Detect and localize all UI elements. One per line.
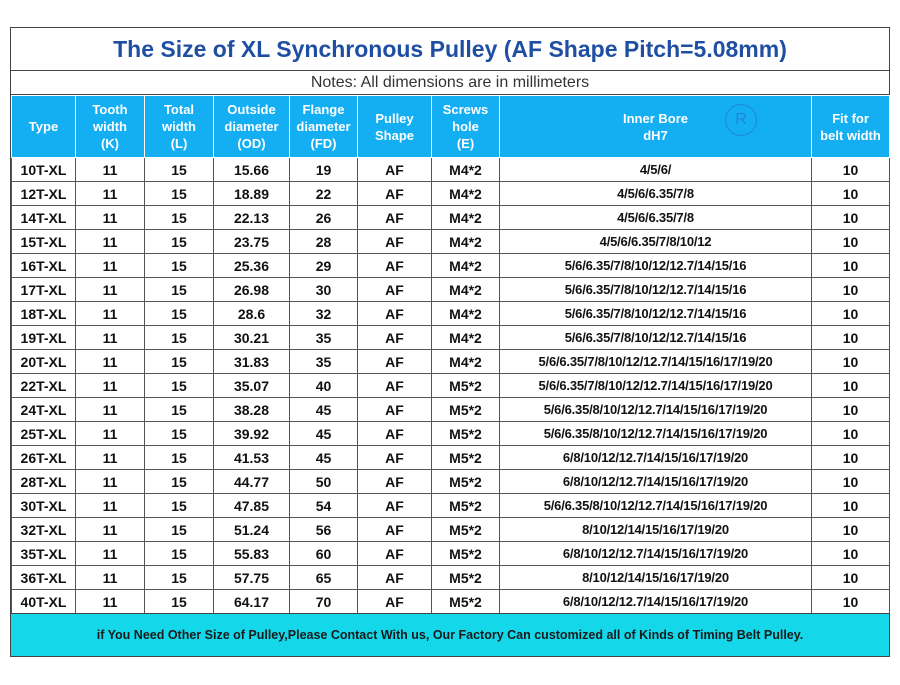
cell-total-width: 15 (145, 158, 214, 182)
table-row (12, 566, 890, 590)
table-row (12, 518, 890, 542)
cell-screws-hole: M5*2 (432, 494, 500, 518)
cell-pulley-shape: AF (358, 158, 432, 182)
cell-flange-diameter: 35 (290, 350, 358, 374)
cell-outside-diameter: 57.75 (214, 566, 290, 590)
cell-pulley-shape: AF (358, 446, 432, 470)
cell-pulley-shape: AF (358, 398, 432, 422)
header-screws-hole (432, 96, 500, 158)
header-pulley-shape (358, 96, 432, 158)
header-line: Type (28, 119, 59, 134)
cell-tooth-width: 11 (76, 302, 145, 326)
cell-flange-diameter: 32 (290, 302, 358, 326)
cell-screws-hole: M4*2 (432, 254, 500, 278)
cell-inner-bore: 6/8/10/12/12.7/14/15/16/17/19/20 (500, 590, 812, 614)
cell-tooth-width: 11 (76, 206, 145, 230)
cell-type: 26T-XL (12, 446, 76, 470)
table-row (12, 206, 890, 230)
header-line: Pulley (375, 110, 414, 126)
cell-outside-diameter: 22.13 (214, 206, 290, 230)
cell-total-width: 15 (145, 302, 214, 326)
cell-inner-bore: 6/8/10/12/12.7/14/15/16/17/19/20 (500, 446, 812, 470)
cell-pulley-shape: AF (358, 206, 432, 230)
cell-pulley-shape: AF (358, 278, 432, 302)
cell-pulley-shape: AF (358, 350, 432, 374)
cell-type: 25T-XL (12, 422, 76, 446)
cell-fit-for-belt-width: 10 (812, 326, 890, 350)
cell-screws-hole: M5*2 (432, 518, 500, 542)
header-fit-for-belt-width (812, 96, 890, 158)
cell-pulley-shape: AF (358, 518, 432, 542)
cell-type: 20T-XL (12, 350, 76, 374)
cell-total-width: 15 (145, 254, 214, 278)
cell-flange-diameter: 26 (290, 206, 358, 230)
cell-fit-for-belt-width: 10 (812, 302, 890, 326)
header-line: Screws (442, 102, 489, 117)
header-line: (E) (456, 136, 475, 151)
table-row (12, 446, 890, 470)
header-line: Outside (227, 102, 276, 117)
cell-fit-for-belt-width: 10 (812, 542, 890, 566)
header-line: (L) (170, 136, 188, 151)
cell-inner-bore: 6/8/10/12/12.7/14/15/16/17/19/20 (500, 470, 812, 494)
cell-inner-bore: 5/6/6.35/8/10/12/12.7/14/15/16/17/19/20 (500, 398, 812, 422)
cell-fit-for-belt-width: 10 (812, 206, 890, 230)
cell-tooth-width: 11 (76, 158, 145, 182)
table-row (12, 254, 890, 278)
cell-total-width: 15 (145, 446, 214, 470)
header-line: (K) (100, 136, 120, 151)
cell-pulley-shape: AF (358, 422, 432, 446)
cell-fit-for-belt-width: 10 (812, 350, 890, 374)
cell-type: 19T-XL (12, 326, 76, 350)
header-row (12, 96, 890, 158)
cell-inner-bore: 5/6/6.35/7/8/10/12/12.7/14/15/16 (500, 326, 812, 350)
cell-type: 36T-XL (12, 566, 76, 590)
cell-fit-for-belt-width: 10 (812, 182, 890, 206)
table-row (12, 374, 890, 398)
table-row (12, 590, 890, 614)
header-line: diameter (224, 119, 279, 134)
cell-fit-for-belt-width: 10 (812, 278, 890, 302)
cell-screws-hole: M5*2 (432, 470, 500, 494)
cell-outside-diameter: 28.6 (214, 302, 290, 326)
cell-tooth-width: 11 (76, 518, 145, 542)
cell-outside-diameter: 44.77 (214, 470, 290, 494)
header-line: (FD) (310, 136, 337, 151)
cell-outside-diameter: 39.92 (214, 422, 290, 446)
cell-fit-for-belt-width: 10 (812, 398, 890, 422)
cell-flange-diameter: 22 (290, 182, 358, 206)
cell-inner-bore: 5/6/6.35/8/10/12/12.7/14/15/16/17/19/20 (500, 422, 812, 446)
table-row (12, 278, 890, 302)
header-line: belt width (820, 127, 881, 143)
cell-type: 16T-XL (12, 254, 76, 278)
cell-outside-diameter: 26.98 (214, 278, 290, 302)
cell-tooth-width: 11 (76, 566, 145, 590)
cell-flange-diameter: 54 (290, 494, 358, 518)
cell-screws-hole: M5*2 (432, 446, 500, 470)
header-line: diameter (296, 119, 351, 134)
cell-flange-diameter: 60 (290, 542, 358, 566)
cell-outside-diameter: 38.28 (214, 398, 290, 422)
cell-screws-hole: M4*2 (432, 278, 500, 302)
cell-total-width: 15 (145, 230, 214, 254)
cell-type: 12T-XL (12, 182, 76, 206)
cell-fit-for-belt-width: 10 (812, 446, 890, 470)
cell-tooth-width: 11 (76, 590, 145, 614)
cell-fit-for-belt-width: 10 (812, 470, 890, 494)
cell-outside-diameter: 64.17 (214, 590, 290, 614)
cell-inner-bore: 5/6/6.35/7/8/10/12/12.7/14/15/16 (500, 278, 812, 302)
header-line: (OD) (237, 136, 266, 151)
cell-pulley-shape: AF (358, 230, 432, 254)
cell-screws-hole: M5*2 (432, 374, 500, 398)
header-line: Total (163, 102, 195, 117)
cell-tooth-width: 11 (76, 422, 145, 446)
table-row (12, 470, 890, 494)
table-row (12, 542, 890, 566)
table-row (12, 182, 890, 206)
cell-inner-bore: 5/6/6.35/7/8/10/12/12.7/14/15/16 (500, 254, 812, 278)
cell-flange-diameter: 28 (290, 230, 358, 254)
cell-screws-hole: M5*2 (432, 566, 500, 590)
cell-pulley-shape: AF (358, 326, 432, 350)
cell-pulley-shape: AF (358, 374, 432, 398)
cell-total-width: 15 (145, 278, 214, 302)
cell-flange-diameter: 29 (290, 254, 358, 278)
cell-total-width: 15 (145, 374, 214, 398)
cell-tooth-width: 11 (76, 542, 145, 566)
header-line: hole (452, 119, 479, 134)
cell-inner-bore: 5/6/6.35/7/8/10/12/12.7/14/15/16/17/19/20 (500, 350, 812, 374)
cell-fit-for-belt-width: 10 (812, 590, 890, 614)
cell-outside-diameter: 18.89 (214, 182, 290, 206)
cell-pulley-shape: AF (358, 302, 432, 326)
cell-fit-for-belt-width: 10 (812, 518, 890, 542)
cell-total-width: 15 (145, 470, 214, 494)
cell-fit-for-belt-width: 10 (812, 422, 890, 446)
cell-total-width: 15 (145, 542, 214, 566)
cell-total-width: 15 (145, 518, 214, 542)
header-line: Shape (374, 127, 414, 143)
header-line: Inner Bore (622, 110, 688, 126)
cell-flange-diameter: 45 (290, 446, 358, 470)
header-inner-bore (500, 96, 812, 158)
cell-tooth-width: 11 (76, 350, 145, 374)
header-line: Fit for (832, 110, 869, 126)
cell-inner-bore: 6/8/10/12/12.7/14/15/16/17/19/20 (500, 542, 812, 566)
cell-total-width: 15 (145, 566, 214, 590)
cell-fit-for-belt-width: 10 (812, 566, 890, 590)
cell-flange-diameter: 56 (290, 518, 358, 542)
cell-total-width: 15 (145, 398, 214, 422)
cell-screws-hole: M4*2 (432, 230, 500, 254)
cell-tooth-width: 11 (76, 254, 145, 278)
cell-outside-diameter: 25.36 (214, 254, 290, 278)
cell-tooth-width: 11 (76, 398, 145, 422)
cell-total-width: 15 (145, 350, 214, 374)
cell-total-width: 15 (145, 326, 214, 350)
cell-tooth-width: 11 (76, 326, 145, 350)
table-row (12, 494, 890, 518)
cell-inner-bore: 8/10/12/14/15/16/17/19/20 (500, 518, 812, 542)
cell-flange-diameter: 50 (290, 470, 358, 494)
cell-flange-diameter: 45 (290, 422, 358, 446)
cell-pulley-shape: AF (358, 254, 432, 278)
header-tooth-width (76, 96, 145, 158)
cell-fit-for-belt-width: 10 (812, 254, 890, 278)
cell-inner-bore: 5/6/6.35/8/10/12/12.7/14/15/16/17/19/20 (500, 494, 812, 518)
cell-pulley-shape: AF (358, 590, 432, 614)
cell-pulley-shape: AF (358, 566, 432, 590)
cell-screws-hole: M4*2 (432, 206, 500, 230)
cell-fit-for-belt-width: 10 (812, 230, 890, 254)
cell-screws-hole: M4*2 (432, 182, 500, 206)
header-line: width (93, 119, 127, 134)
cell-total-width: 15 (145, 422, 214, 446)
cell-total-width: 15 (145, 590, 214, 614)
cell-type: 22T-XL (12, 374, 76, 398)
cell-screws-hole: M5*2 (432, 590, 500, 614)
cell-tooth-width: 11 (76, 494, 145, 518)
cell-flange-diameter: 35 (290, 326, 358, 350)
cell-inner-bore: 5/6/6.35/7/8/10/12/12.7/14/15/16 (500, 302, 812, 326)
header-total-width (145, 96, 214, 158)
cell-tooth-width: 11 (76, 278, 145, 302)
table-body (12, 158, 890, 614)
header-line: Tooth (92, 102, 128, 117)
cell-fit-for-belt-width: 10 (812, 374, 890, 398)
cell-screws-hole: M5*2 (432, 422, 500, 446)
table-row (12, 302, 890, 326)
cell-outside-diameter: 41.53 (214, 446, 290, 470)
cell-screws-hole: M4*2 (432, 302, 500, 326)
cell-tooth-width: 11 (76, 446, 145, 470)
cell-type: 18T-XL (12, 302, 76, 326)
cell-inner-bore: 4/5/6/6.35/7/8 (500, 206, 812, 230)
footer-note: if You Need Other Size of Pulley,Please Contact With us, Our Factory Can customized all of Kinds of Timing Belt Pulley. (11, 613, 889, 656)
header-type (12, 96, 76, 158)
cell-screws-hole: M5*2 (432, 398, 500, 422)
cell-total-width: 15 (145, 494, 214, 518)
cell-tooth-width: 11 (76, 230, 145, 254)
pulley-size-sheet (10, 27, 890, 657)
cell-inner-bore: 4/5/6/6.35/7/8/10/12 (500, 230, 812, 254)
cell-fit-for-belt-width: 10 (812, 158, 890, 182)
cell-type: 15T-XL (12, 230, 76, 254)
header-outside-diameter (214, 96, 290, 158)
cell-flange-diameter: 70 (290, 590, 358, 614)
cell-flange-diameter: 40 (290, 374, 358, 398)
cell-type: 24T-XL (12, 398, 76, 422)
cell-outside-diameter: 51.24 (214, 518, 290, 542)
cell-screws-hole: M4*2 (432, 350, 500, 374)
cell-pulley-shape: AF (358, 542, 432, 566)
cell-outside-diameter: 15.66 (214, 158, 290, 182)
cell-screws-hole: M4*2 (432, 326, 500, 350)
cell-total-width: 15 (145, 182, 214, 206)
header-line: dH7 (643, 127, 668, 143)
cell-flange-diameter: 30 (290, 278, 358, 302)
cell-type: 28T-XL (12, 470, 76, 494)
header-flange-diameter (290, 96, 358, 158)
cell-inner-bore: 4/5/6/6.35/7/8 (500, 182, 812, 206)
cell-tooth-width: 11 (76, 470, 145, 494)
cell-outside-diameter: 23.75 (214, 230, 290, 254)
table-row (12, 158, 890, 182)
cell-type: 32T-XL (12, 518, 76, 542)
cell-fit-for-belt-width: 10 (812, 494, 890, 518)
cell-tooth-width: 11 (76, 374, 145, 398)
table-row (12, 398, 890, 422)
cell-type: 14T-XL (12, 206, 76, 230)
cell-type: 10T-XL (12, 158, 76, 182)
header-line: Flange (302, 102, 345, 117)
table-row (12, 422, 890, 446)
cell-type: 17T-XL (12, 278, 76, 302)
pulley-size-table (11, 95, 890, 614)
cell-pulley-shape: AF (358, 182, 432, 206)
registered-mark-icon: R (725, 104, 757, 136)
cell-tooth-width: 11 (76, 182, 145, 206)
cell-pulley-shape: AF (358, 470, 432, 494)
cell-outside-diameter: 30.21 (214, 326, 290, 350)
notes-line: Notes: All dimensions are in millimeters (11, 71, 889, 95)
cell-screws-hole: M5*2 (432, 542, 500, 566)
cell-flange-diameter: 65 (290, 566, 358, 590)
cell-flange-diameter: 45 (290, 398, 358, 422)
cell-outside-diameter: 31.83 (214, 350, 290, 374)
cell-outside-diameter: 55.83 (214, 542, 290, 566)
cell-outside-diameter: 35.07 (214, 374, 290, 398)
table-row (12, 326, 890, 350)
header-line: width (162, 119, 196, 134)
cell-screws-hole: M4*2 (432, 158, 500, 182)
cell-inner-bore: 5/6/6.35/7/8/10/12/12.7/14/15/16/17/19/20 (500, 374, 812, 398)
cell-type: 30T-XL (12, 494, 76, 518)
cell-inner-bore: 4/5/6/ (500, 158, 812, 182)
cell-inner-bore: 8/10/12/14/15/16/17/19/20 (500, 566, 812, 590)
table-row (12, 230, 890, 254)
cell-pulley-shape: AF (358, 494, 432, 518)
cell-type: 40T-XL (12, 590, 76, 614)
cell-total-width: 15 (145, 206, 214, 230)
page-title: The Size of XL Synchronous Pulley (AF Shape Pitch=5.08mm) (11, 28, 889, 71)
table-row (12, 350, 890, 374)
cell-type: 35T-XL (12, 542, 76, 566)
cell-outside-diameter: 47.85 (214, 494, 290, 518)
cell-flange-diameter: 19 (290, 158, 358, 182)
